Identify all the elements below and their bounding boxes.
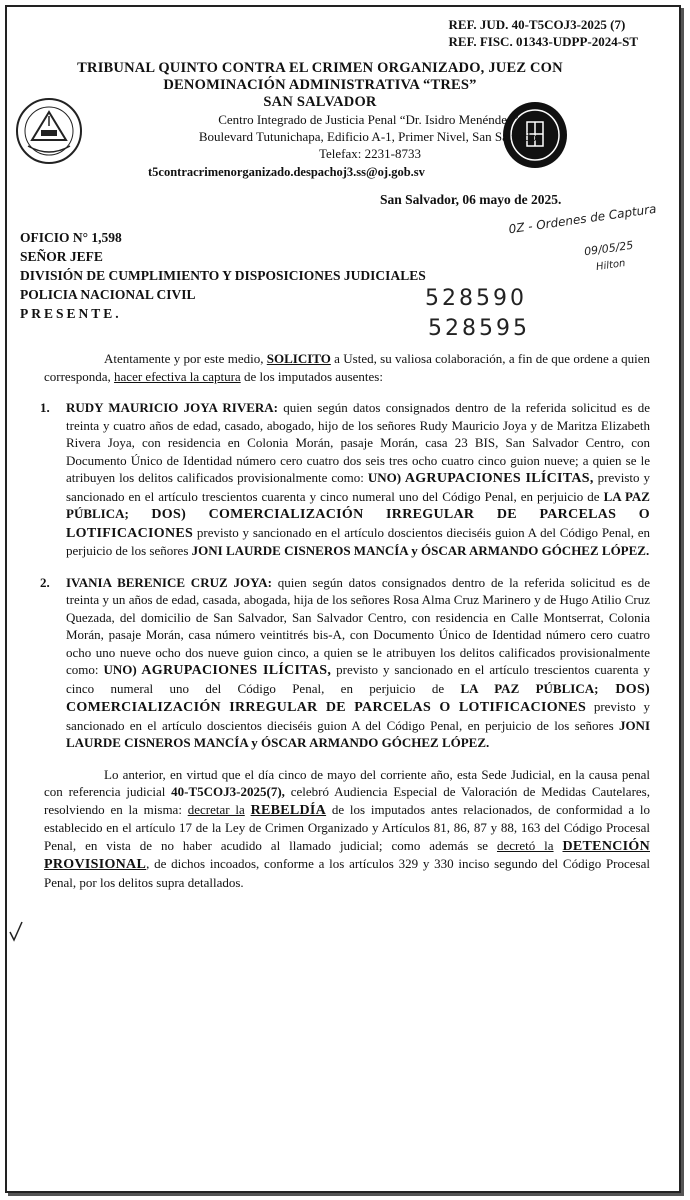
closing-text: , de dichos incoados, conforme a los artículos 329 y 330 inciso segundo del Código Procesal Penal, por los delitos supra detallados. <box>44 856 650 890</box>
item-text-part: quien según datos consignados dentro de la referida solicitud es de treinta y un años de edad, casada, abogada, hija de los señores Rosa Alma Cruz Marinero y de Hugo Atilio Cruz Quezada, del domicilio de San Salvador, San Salvador Centro, con residencia en Calle Montserrat, Colonia Morán, pasaje Morán, casa número veintitrés bis-A, con Documento Único de Identidad número cero cuatro ocho uno nueve ocho dos nueve guion cinco, a quien se le atribuyen los delitos calificados provisionalmente como: <box>66 574 650 677</box>
detencion-phrase: DETENCIÓN PROVISIONAL <box>44 838 650 872</box>
handwritten-date: 09/05/25 <box>583 238 635 259</box>
handwritten-number: 528590 <box>425 286 527 311</box>
court-name-line2: DENOMINACIÓN ADMINISTRATIVA “TRES” <box>163 77 477 93</box>
ref-fisc: REF. FISC. 01343-UDPP-2024-ST <box>448 34 638 49</box>
court-city: SAN SALVADOR <box>263 94 377 110</box>
oficio-number: OFICIO N° 1,598 <box>20 230 122 245</box>
list-item <box>40 574 650 752</box>
handwritten-initials: Hilton <box>595 258 627 273</box>
item-text-part: previsto y sancionado en el artículo trescientos cuarenta y cinco numeral uno del Código Penal, en perjuicio de <box>66 470 650 504</box>
solicito-word: SOLICITO <box>266 351 331 366</box>
intro-text: a Usted, su valiosa colaboración, a fin de que ordene a quien corresponda, <box>44 351 651 384</box>
handwritten-check-icon <box>8 920 24 942</box>
court-header <box>20 60 620 162</box>
charge-number: UNO) <box>367 470 402 485</box>
court-address: Boulevard Tutunichapa, Edificio A-1, Primer Nivel, San Salvador <box>198 129 542 144</box>
document-date: San Salvador, 06 mayo de 2025. <box>380 192 562 207</box>
item-text-part: previsto y sancionado en el artículo doscientos dieciséis guion A del Código Penal, en perjuicio de los señores <box>66 699 650 733</box>
court-name-line1: TRIBUNAL QUINTO CONTRA EL CRIMEN ORGANIZADO, JUEZ CON <box>77 60 563 76</box>
document-body <box>40 350 651 891</box>
victim-interest: LA PAZ PÚBLICA; <box>66 488 650 521</box>
charge-name: DOS) COMERCIALIZACIÓN IRREGULAR DE PARCELAS O LOTIFICACIONES <box>66 681 650 715</box>
intro-paragraph <box>44 350 650 385</box>
victims-names: JONI LAURDE CISNEROS MANCÍA y ÓSCAR ARMANDO GÓCHEZ LÓPEZ. <box>191 543 650 558</box>
addressee-title: SEÑOR JEFE <box>20 249 103 264</box>
closing-text: celebró Audiencia Especial de Valoración de Medidas Cautelares, resolviendo en la misma: <box>44 784 650 817</box>
decreto-phrase: decretó la <box>496 837 554 853</box>
item-text-part: previsto y sancionado en el artículo trescientos cuarenta y cinco numeral uno del Código Penal, en perjuicio de <box>66 662 650 696</box>
closing-text: Lo anterior, en virtud que el día cinco de mayo del corriente año, esta Sede Judicial, en la causa penal con referencia judicial <box>44 766 650 799</box>
case-reference: 40-T5COJ3-2025(7), <box>171 784 285 799</box>
captura-phrase: hacer efectiva la captura <box>114 368 241 384</box>
list-item <box>40 399 650 560</box>
item-text-part: previsto y sancionado en el artículo doscientos dieciséis guion A del Código Penal, en perjuicio de los señores <box>66 524 650 558</box>
charge-number: UNO) <box>103 662 137 677</box>
intro-text: Atentamente y por este medio, <box>104 351 267 366</box>
handwritten-number: 528595 <box>428 316 530 341</box>
accused-name: IVANIA BERENICE CRUZ JOYA: <box>66 574 272 590</box>
item-text-part: quien según datos consignados dentro de la referida solicitud es de treinta y cuatro años de edad, casado, abogado, hijo de los señores Rudy Mauricio Joya y de Maritza Elizabeth Rivera Joya, con residencia en Colonia Morán, pasaje Morán, casa 23 BIS, San Salvador Centro, con Documento Único de Identidad número cero cuatro dos seis tres ocho cuatro cinco guion nueve; a quien se le atribuyen los delitos calificados provisionalmente como: <box>66 400 650 485</box>
closing-text: de los imputados antes relacionados, de conformidad a lo establecido en el artículo 17 de la Ley de Crimen Organizado y Artículos 81, 86, 87 y 88, 163 del Código Procesal Penal, en vista de no haber acudido al llamado judicial; como además se <box>44 801 651 853</box>
charge-name: AGRUPACIONES ILÍCITAS, <box>401 471 594 486</box>
charge-name: AGRUPACIONES ILÍCITAS, <box>136 663 332 678</box>
court-telefax: Telefax: 2231-8733 <box>319 146 421 161</box>
decretar-phrase: decretar la <box>187 801 245 817</box>
accused-name: RUDY MAURICIO JOYA RIVERA: <box>66 400 279 415</box>
victims-names: JONI LAURDE CISNEROS MANCÍA y ÓSCAR ARMANDO GÓCHEZ LÓPEZ. <box>66 717 650 750</box>
item-text <box>66 399 650 560</box>
closing-paragraph <box>44 766 650 892</box>
court-email: t5contracrimenorganizado.despachoj3.ss@oj.gob.sv <box>148 165 425 179</box>
intro-text: de los imputados ausentes: <box>240 368 383 384</box>
rebeldia-word: REBELDÍA <box>250 802 327 818</box>
item-number: 1. <box>40 400 50 415</box>
reference-block <box>449 16 638 50</box>
addressee-block <box>20 228 426 323</box>
addressee-presente: PRESENTE. <box>20 306 122 321</box>
item-number: 2. <box>40 574 50 590</box>
addressee-division: DIVISIÓN DE CUMPLIMIENTO Y DISPOSICIONES JUDICIALES <box>20 268 426 283</box>
charge-name: DOS) COMERCIALIZACIÓN IRREGULAR DE PARCELAS O LOTIFICACIONES <box>66 507 650 541</box>
item-text <box>66 574 650 752</box>
court-center: Centro Integrado de Justicia Penal “Dr. Isidro Menéndez”, <box>218 112 522 127</box>
handwritten-note: 0Z - Ordenes de Captura <box>507 201 658 237</box>
addressee-police: POLICIA NACIONAL CIVIL <box>20 287 196 302</box>
victim-interest: LA PAZ PÚBLICA; <box>460 680 599 696</box>
ref-jud: REF. JUD. 40-T5COJ3-2025 (7) <box>448 17 626 32</box>
